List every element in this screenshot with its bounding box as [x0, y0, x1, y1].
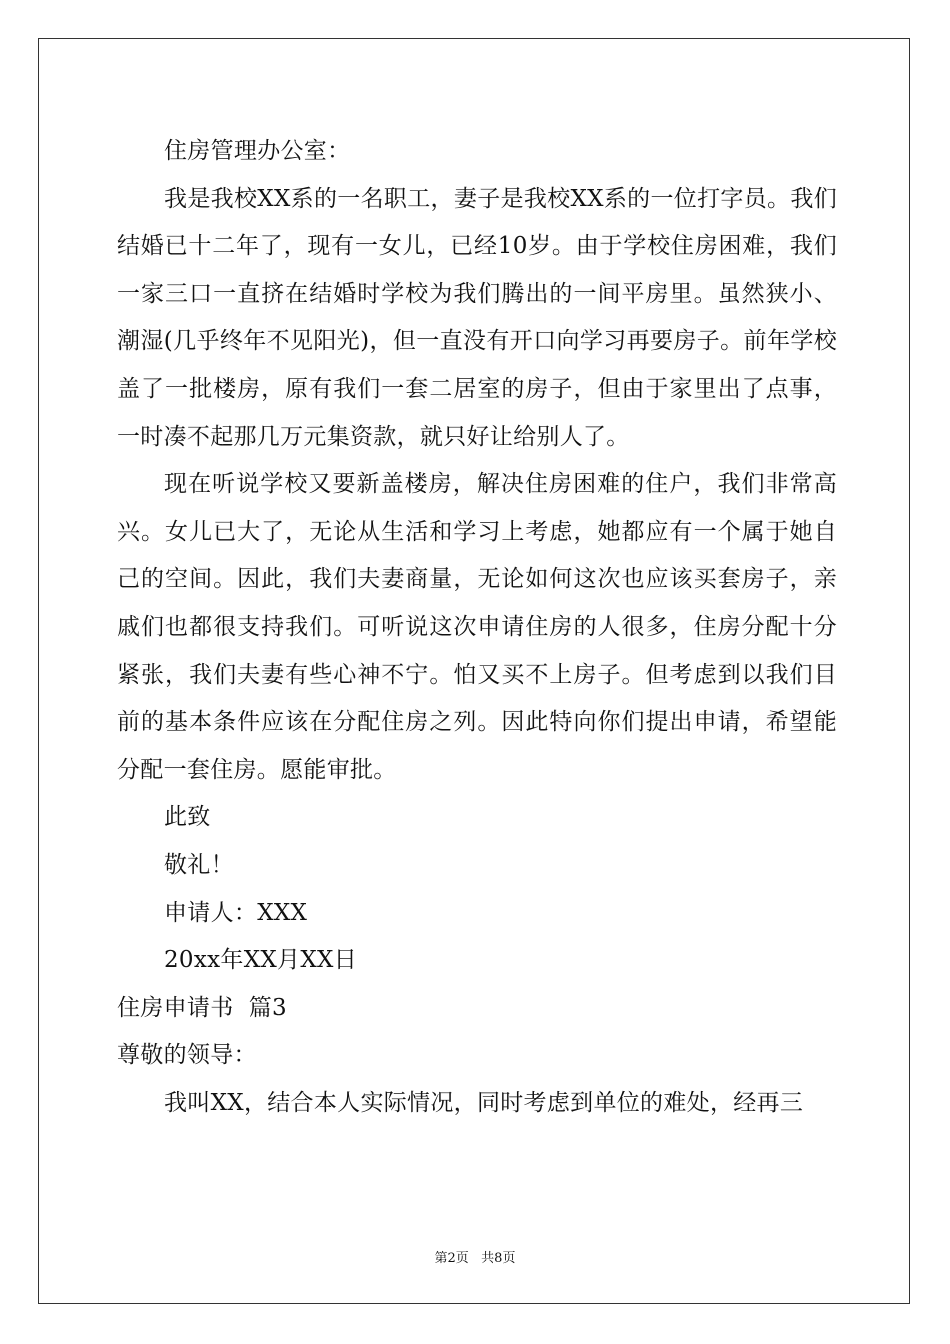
document-body [117, 128, 837, 1127]
salutation-office: 住房管理办公室： [164, 138, 351, 164]
page-number-footer: 第2页 共8页 [434, 1251, 516, 1266]
salutation-leader: 尊敬的领导： [117, 1042, 257, 1069]
applicant-signature: 申请人：XXX [164, 899, 308, 926]
section-title: 住房申请书 篇3 [117, 994, 287, 1021]
body-paragraph: 我是我校XX系的一名职工，妻子是我校XX系的一位打字员。我们结婚已十二年了，现有一女儿，已经10岁。由于学校住房困难，我们一家三口一直挤在结婚时学校为我们腾出的一间平房里。虽然狭小、潮湿(几乎终年不见阳光)，但一直没有开口向学习再要房子。前年学校盖了一批楼房，原有我们一套二居室的房子，但由于家里出了点事，一时凑不起那几万元集资款，就只好让给别人了。 [117, 185, 837, 450]
closing-jingli: 敬礼！ [164, 851, 234, 878]
application-date: 20xx年XX月XX日 [164, 947, 358, 974]
body-paragraph: 现在听说学校又要新盖楼房，解决住房困难的住户，我们非常高兴。女儿已大了，无论从生活和学习上考虑，她都应有一个属于她自己的空间。因此，我们夫妻商量，无论如何这次也应该买套房子，亲戚们也都很支持我们。可听说这次申请住房的人很多，住房分配十分紧张，我们夫妻有些心神不宁。怕又买不上房子。但考虑到以我们目前的基本条件应该在分配住房之列。因此特向你们提出申请，希望能分配一套住房。愿能审批。 [117, 471, 837, 783]
closing-cizhi: 此致 [164, 804, 211, 831]
body-paragraph: 我叫XX，结合本人实际情况，同时考虑到单位的难处，经再三 [164, 1089, 804, 1116]
